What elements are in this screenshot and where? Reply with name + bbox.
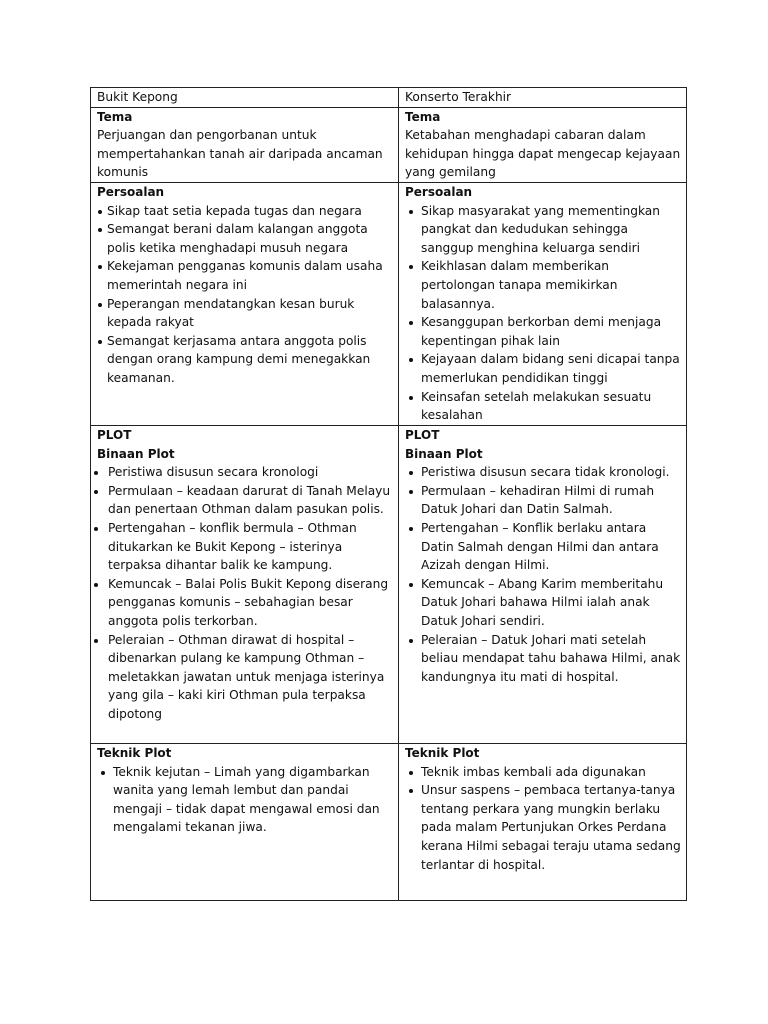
list-item: Kemuncak – Abang Karim memberitahu Datuk Johari bahawa Hilmi ialah anak Datuk Johari sendiri.	[405, 575, 682, 631]
persoalan-cell-right	[399, 182, 687, 425]
list-item: Peperangan mendatangkan kesan buruk kepada rakyat	[97, 295, 394, 332]
plot-heading: PLOT	[405, 427, 440, 442]
plot-list-left	[91, 463, 394, 723]
list-item: Teknik imbas kembali ada digunakan	[405, 763, 682, 782]
plot-row	[91, 425, 687, 743]
list-item: Permulaan – keadaan darurat di Tanah Melayu dan penertaan Othman dalam pasukan polis.	[91, 482, 394, 519]
plot-cell-left	[91, 425, 399, 743]
teknik-plot-heading: Teknik Plot	[405, 745, 480, 760]
list-item: Kesanggupan berkorban demi menjaga kepentingan pihak lain	[405, 313, 682, 350]
persoalan-row	[91, 182, 687, 425]
list-item: Pertengahan – konflik bermula – Othman ditukarkan ke Bukit Kepong – isterinya terpaksa dihantar balik ke kampung.	[91, 519, 394, 575]
list-item: Keinsafan setelah melakukan sesuatu kesalahan	[405, 388, 682, 425]
comparison-table	[90, 87, 687, 901]
list-item: Sikap taat setia kepada tugas dan negara	[97, 202, 394, 221]
teknik-plot-row	[91, 743, 687, 900]
list-item: Semangat berani dalam kalangan anggota polis ketika menghadapi musuh negara	[97, 220, 394, 257]
list-item: Unsur saspens – pembaca tertanya-tanya tentang perkara yang mungkin berlaku pada malam Pertunjukan Orkes Perdana kerana Hilmi sebagai teraju utama sedang terlantar di hospital.	[405, 781, 682, 874]
list-item: Pertengahan – Konflik berlaku antara Datin Salmah dengan Hilmi dan antara Azizah dengan Hilmi.	[405, 519, 682, 575]
tema-heading: Tema	[405, 109, 441, 124]
teknik-plot-heading: Teknik Plot	[97, 745, 172, 760]
teknik-list-left	[97, 763, 394, 837]
list-item: Peleraian – Datuk Johari mati setelah beliau mendapat tahu bahawa Hilmi, anak kandungnya itu mati di hospital.	[405, 631, 682, 687]
list-item: Peleraian – Othman dirawat di hospital – dibenarkan pulang ke kampung Othman – meletakkan jawatan untuk menjaga isterinya yang gila – kaki kiri Othman pula terpaksa dipotong	[91, 631, 394, 724]
header-konserto-terakhir: Konserto Terakhir	[399, 88, 687, 108]
persoalan-cell-left	[91, 182, 399, 425]
tema-cell-right	[399, 107, 687, 182]
plot-list-right	[405, 463, 682, 686]
persoalan-list-right	[405, 202, 682, 425]
tema-row	[91, 107, 687, 182]
list-item: Semangat kerjasama antara anggota polis dengan orang kampung demi menegakkan keamanan.	[97, 332, 394, 388]
plot-cell-right	[399, 425, 687, 743]
header-row	[91, 88, 687, 108]
teknik-cell-right	[399, 743, 687, 900]
tema-cell-left	[91, 107, 399, 182]
persoalan-heading: Persoalan	[405, 184, 473, 199]
tema-text-left: Perjuangan dan pengorbanan untuk mempertahankan tanah air daripada ancaman komunis	[97, 128, 383, 180]
list-item: Permulaan – kehadiran Hilmi di rumah Datuk Johari dan Datin Salmah.	[405, 482, 682, 519]
tema-text-right: Ketabahan menghadapi cabaran dalam kehidupan hingga dapat mengecap kejayaan yang gemilang	[405, 128, 681, 180]
persoalan-heading: Persoalan	[97, 184, 165, 199]
list-item: Kejayaan dalam bidang seni dicapai tanpa memerlukan pendidikan tinggi	[405, 350, 682, 387]
teknik-cell-left	[91, 743, 399, 900]
teknik-list-right	[405, 763, 682, 875]
list-item: Peristiwa disusun secara tidak kronologi.	[405, 463, 682, 482]
list-item: Kemuncak – Balai Polis Bukit Kepong diserang pengganas komunis – sebahagian besar anggota polis terkorban.	[91, 575, 394, 631]
list-item: Kekejaman pengganas komunis dalam usaha memerintah negara ini	[97, 257, 394, 294]
plot-heading: PLOT	[97, 427, 132, 442]
list-item: Peristiwa disusun secara kronologi	[91, 463, 394, 482]
binaan-plot-heading: Binaan Plot	[97, 446, 175, 461]
persoalan-list-left	[97, 202, 394, 388]
list-item: Teknik kejutan – Limah yang digambarkan wanita yang lemah lembut dan pandai mengaji – tidak dapat mengawal emosi dan mengalami tekanan jiwa.	[97, 763, 394, 837]
header-bukit-kepong: Bukit Kepong	[91, 88, 399, 108]
binaan-plot-heading: Binaan Plot	[405, 446, 483, 461]
tema-heading: Tema	[97, 109, 133, 124]
list-item: Sikap masyarakat yang mementingkan pangkat dan kedudukan sehingga sanggup menghina keluarga sendiri	[405, 202, 682, 258]
list-item: Keikhlasan dalam memberikan pertolongan tanapa memikirkan balasannya.	[405, 257, 682, 313]
